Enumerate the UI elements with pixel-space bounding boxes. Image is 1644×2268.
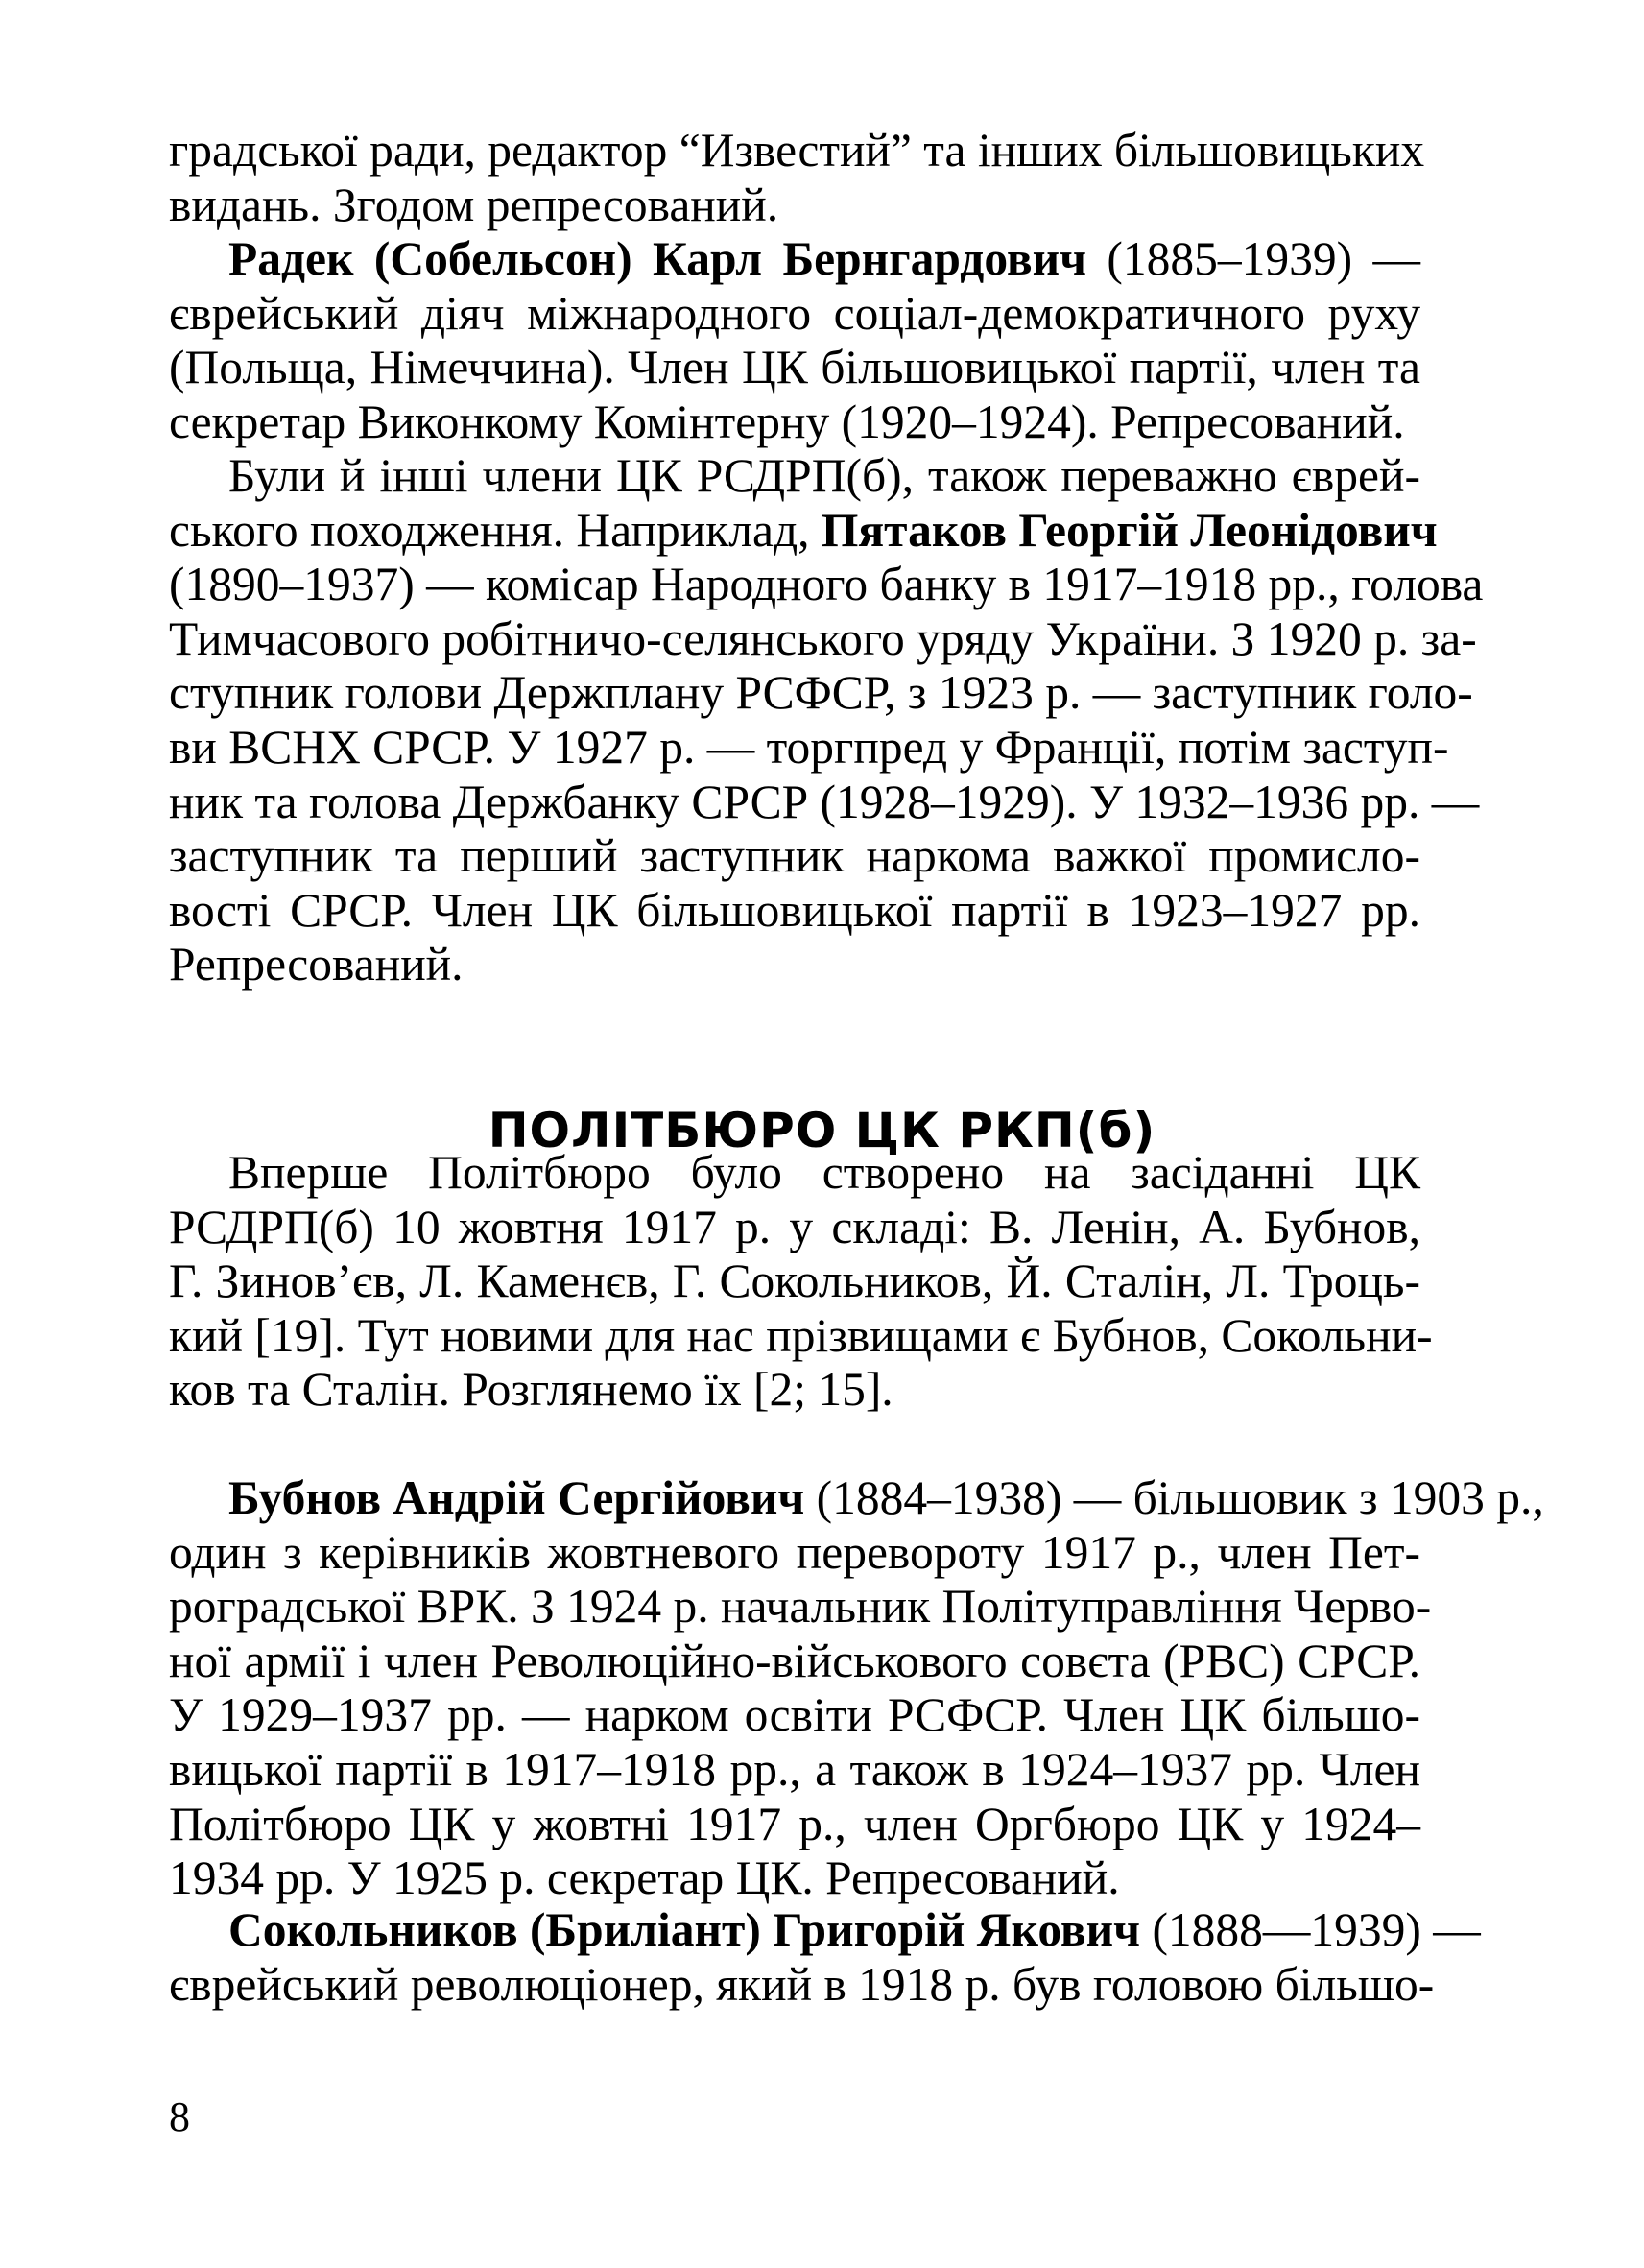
- text-line: [169, 1956, 1435, 2014]
- text-line: [169, 882, 1420, 940]
- text-line: [169, 664, 1473, 722]
- text-span: роградської ВРК. З 1924 р. начальник Політуправління Черво-: [169, 1580, 1432, 1634]
- text-line: [169, 394, 1420, 451]
- text-line: [169, 285, 1420, 343]
- text-line: [169, 502, 1438, 560]
- text-line: [169, 719, 1449, 776]
- text-span: (Польща, Німеччина). Член ЦК більшовицької партії, член та: [169, 341, 1420, 394]
- text-line: [169, 339, 1420, 396]
- text-line: [169, 610, 1477, 668]
- text-span: градської ради, редактор “Известий” та інших більшовицьких: [169, 124, 1425, 177]
- text-span: ського походження. Наприклад,: [169, 503, 822, 557]
- text-span: Вперше Політбюро було створено на засіданні ЦК: [228, 1146, 1420, 1199]
- text-span: РСДРП(б) 10 жовтня 1917 р. у складі: В. Ленін, А. Бубнов,: [169, 1200, 1420, 1253]
- bold-name: Пятаков Георгій Леонідович: [821, 503, 1438, 557]
- text-line: [169, 1901, 1481, 1959]
- text-span: єврейський революціонер, який в 1918 р. був головою більшо-: [169, 1957, 1435, 2011]
- text-span: Політбюро ЦК у жовтні 1917 р., член Оргбюро ЦК у 1924–: [169, 1797, 1420, 1850]
- text-span: ви ВСНХ СРСР. У 1927 р. — торгпред у Франції, потім заступ-: [169, 721, 1449, 774]
- text-span: (1884–1938) — більшовик з 1903 р.,: [804, 1471, 1544, 1524]
- bold-name: Сокольников (Бриліант) Григорій Якович: [228, 1903, 1141, 1956]
- text-line: [169, 1796, 1420, 1853]
- text-line: [169, 1361, 1420, 1419]
- text-span: Були й інші члени ЦК РСДРП(б), також переважно єврей-: [228, 449, 1420, 502]
- text-line: [169, 556, 1484, 613]
- text-span: Репресований.: [169, 938, 464, 991]
- text-line: [169, 774, 1480, 831]
- text-line: [169, 177, 1420, 234]
- text-span: (1890–1937) — комісар Народного банку в 1917–1918 рр., голова: [169, 558, 1484, 611]
- text-span: (1885–1939) —: [1086, 232, 1421, 285]
- text-span: У 1929–1937 рр. — нарком освіти РСФСР. Член ЦК більшо-: [169, 1688, 1420, 1742]
- page-number: 8: [169, 2093, 190, 2140]
- text-span: Г. Зинов’єв, Л. Каменєв, Г. Сокольников, Й. Сталін, Л. Троць-: [169, 1254, 1420, 1308]
- text-line: [169, 1741, 1420, 1799]
- text-span: вості СРСР. Член ЦК більшовицької партії в 1923–1927 рр.: [169, 883, 1420, 937]
- text-span: видань. Згодом репресований.: [169, 178, 779, 231]
- text-span: ник та голова Держбанку СРСР (1928–1929). У 1932–1936 рр. —: [169, 775, 1480, 828]
- bold-name: Радек (Собельсон) Карл Бернгардович: [228, 232, 1087, 285]
- text-span: ної армії і член Революційно-військового совєта (РВС) СРСР.: [169, 1634, 1420, 1687]
- bold-name: Бубнов Андрій Сергійович: [228, 1471, 805, 1524]
- text-span: ков та Сталін. Розглянемо їх [2; 15].: [169, 1363, 893, 1417]
- text-span: кий [19]. Тут новими для нас прізвищами є Бубнов, Сокольни-: [169, 1308, 1433, 1362]
- text-line: [169, 1686, 1420, 1744]
- text-line: [169, 1307, 1433, 1365]
- section-heading: ПОЛІТБЮРО ЦК РКП(б): [488, 1103, 1156, 1158]
- text-line: [169, 827, 1420, 885]
- text-line: [169, 230, 1420, 288]
- text-span: секретар Виконкому Комінтерну (1920–1924). Репресований.: [169, 394, 1405, 448]
- text-span: один з керівників жовтневого перевороту 1917 р., член Пет-: [169, 1525, 1420, 1579]
- text-line: [169, 936, 1420, 993]
- text-line: [169, 1199, 1420, 1256]
- text-line: [169, 1253, 1420, 1310]
- text-line: [169, 1850, 1420, 1907]
- text-line: [169, 1469, 1544, 1527]
- text-span: єврейський діяч міжнародного соціал-демократичного руху: [169, 286, 1420, 340]
- text-span: Тимчасового робітничо-селянського уряду України. З 1920 р. за-: [169, 611, 1477, 665]
- text-line: [169, 447, 1420, 505]
- text-line: [169, 1524, 1420, 1582]
- text-span: заступник та перший заступник наркома важкої промисло-: [169, 829, 1420, 883]
- text-line: [169, 1633, 1420, 1690]
- text-line: [169, 122, 1425, 179]
- text-span: ступник голови Держплану РСФСР, з 1923 р. — заступник голо-: [169, 666, 1473, 720]
- text-line: [169, 1578, 1432, 1635]
- text-span: вицької партії в 1917–1918 рр., а також в 1924–1937 рр. Член: [169, 1743, 1420, 1796]
- text-span: (1888—1939) —: [1140, 1903, 1481, 1956]
- text-span: 1934 рр. У 1925 р. секретар ЦК. Репресований.: [169, 1851, 1120, 1905]
